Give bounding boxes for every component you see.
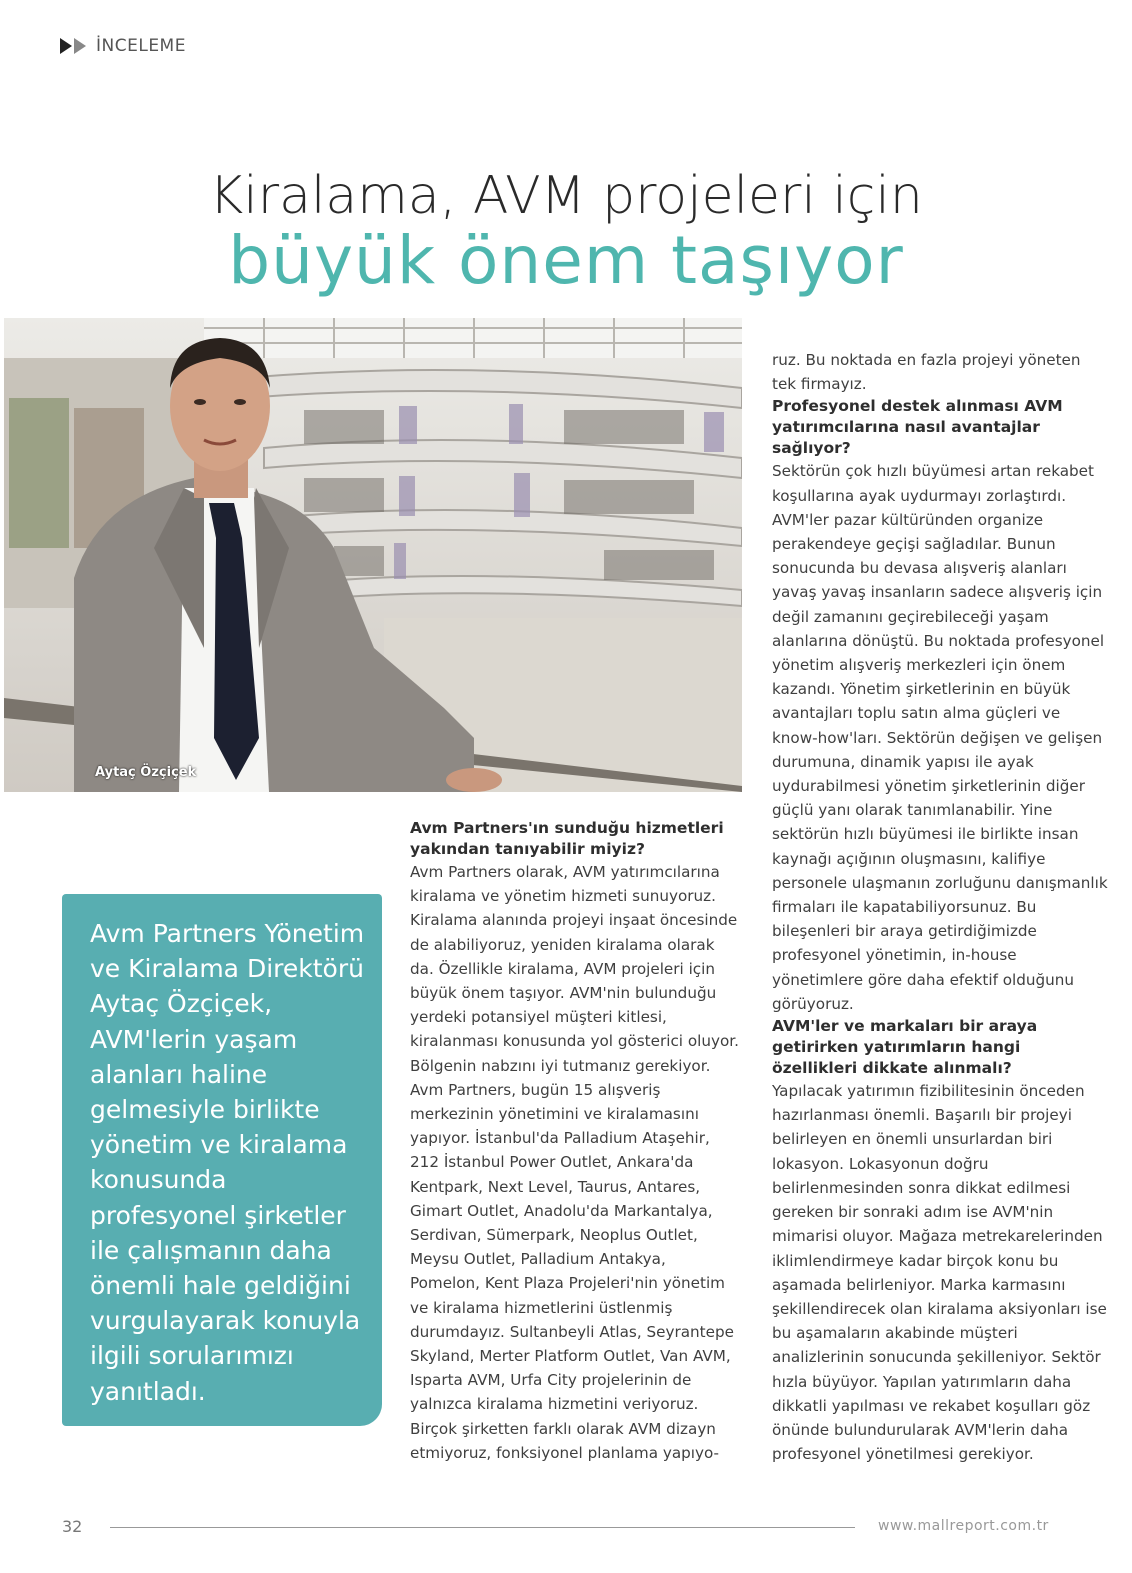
answer-2: Sektörün çok hızlı büyümesi artan rekabet koşullarına ayak uydurmayı zorlaştırdı. AVM'ler pazar kültüründen organize perakendeye geçişi sağladılar. Bunun sonucunda bu devasa alışveriş alanları yavaş yavaş insanların sadece alışveriş için değil zamanını geçirebileceği yaşam alanlarına dönüştü. Bu noktada profesyonel yönetim alışveriş merkezleri için önem kazandı. Yönetim şirketlerinin en büyük avantajları toplu satın alma güçleri ve know-how'ları. Sektörün değişen ve gelişen durumuna, dinamik yapısı ile ayak uydurabilmesi yönetim şirketlerinin diğer güçlü yanı olarak tanımlanabilir. Yine sektörün hızlı büyümesi ile birlikte insan kaynağı açığının oluşmasını, kalifiye personele ulaşmanın zorluğunu danışmanlık firmaları ile kapatabiliyorsunuz. Bu bileşenleri bir araya getirdiğimizde profesyonel yönetimin, in-house yönetimlere göre daha efektif olduğunu görüyoruz. xyxy=(772,462,1108,1013)
answer-3: Yapılacak yatırımın fizibilitesinin önceden hazırlanması önemli. Başarılı bir projeyi belirleyen en önemli unsurlardan biri lokasyon. Lokasyonun doğru belirlenmesinden sonra dikkat edilmesi gereken bir sonraki adım ise AVM'nin mimarisi oluyor. Mağaza metrekarelerinden iklimlendirmeye kadar birçok konu bu aşamada belirleniyor. Marka karmasını şekillendirecek olan kiralama aksiyonları ise bu aşamaların akabinde müşteri analizlerinin sonucunda şekilleniyor. Sektör hızla büyüyor. Yapılan yatırımların daha dikkatli yapılması ve rekabet koşulları göz önünde bulundurularak AVM'lerin daha profesyonel yönetilmesi gerekiyor. xyxy=(772,1082,1107,1464)
question-1: Avm Partners'ın sunduğu hizmetleri yakından tanıyabilir miyiz? xyxy=(410,819,724,858)
photo-caption: Aytaç Özçiçek xyxy=(95,765,197,780)
headline-line-2: büyük önem taşıyor xyxy=(228,222,904,299)
highlight-box xyxy=(62,894,382,1426)
section-label: İNCELEME xyxy=(96,36,186,56)
page-number: 32 xyxy=(62,1517,83,1536)
article-column-middle xyxy=(410,818,740,1465)
answer-1-continued: ruz. Bu noktada en fazla projeyi yöneten tek firmayız. xyxy=(772,351,1081,394)
article-column-right xyxy=(772,348,1108,1466)
mall-interior-illustration xyxy=(4,318,742,792)
portrait-photo xyxy=(4,318,742,792)
question-3: AVM'ler ve markaları bir araya getirirken yatırımların hangi özellikleri dikkate alınmalı? xyxy=(772,1017,1038,1078)
footer-divider xyxy=(110,1527,855,1528)
footer-url: www.mallreport.com.tr xyxy=(878,1518,1049,1534)
question-2: Profesyonel destek alınması AVM yatırımcılarına nasıl avantajlar sağlıyor? xyxy=(772,397,1063,458)
highlight-text: Avm Partners Yönetim ve Kiralama Direktörü Aytaç Özçiçek, AVM'lerin yaşam alanları haline gelmesiyle birlikte yönetim ve kiralama konusunda profesyonel şirketler ile çalışmanın daha önemli hale geldiğini vurgulayarak konuyla ilgili sorularımızı yanıtladı. xyxy=(90,919,365,1406)
double-arrow-icon xyxy=(60,38,86,54)
section-header xyxy=(60,36,186,56)
answer-1: Avm Partners olarak, AVM yatırımcılarına kiralama ve yönetim hizmeti sunuyoruz. Kiralama alanında projeyi inşaat öncesinde de alabiliyoruz, yeniden kiralama olarak da. Özellikle kiralama, AVM projeleri için büyük önem taşıyor. AVM'nin bulunduğu yerdeki potansiyel müşteri kitlesi, kiralanması konusunda yol gösterici oluyor. Bölgenin nabzını iyi tutmanız gerekiyor. Avm Partners, bugün 15 alışveriş merkezinin yönetimini ve kiralamasını yapıyor. İstanbul'da Palladium Ataşehir, 212 İstanbul Power Outlet, Ankara'da Kentpark, Next Level, Taurus, Antares, Gimart Outlet, Anadolu'da Markantalya, Serdivan, Sümerpark, Neoplus Outlet, Meysu Outlet, Palladium Antakya, Pomelon, Kent Plaza Projeleri'nin yönetim ve kiralama hizmetlerini üstlenmiş durumdayız. Sultanbeyli Atlas, Seyrantepe Skyland, Merter Platform Outlet, Van AVM, Isparta AVM, Urfa City projelerinin de yalnızca kiralama hizmetini veriyoruz. Birçok şirketten farklı olarak AVM dizayn etmiyoruz, fonksiyonel planlama yapıyo- xyxy=(410,863,739,1462)
headline-line-1: Kiralama, AVM projeleri için xyxy=(209,166,923,226)
